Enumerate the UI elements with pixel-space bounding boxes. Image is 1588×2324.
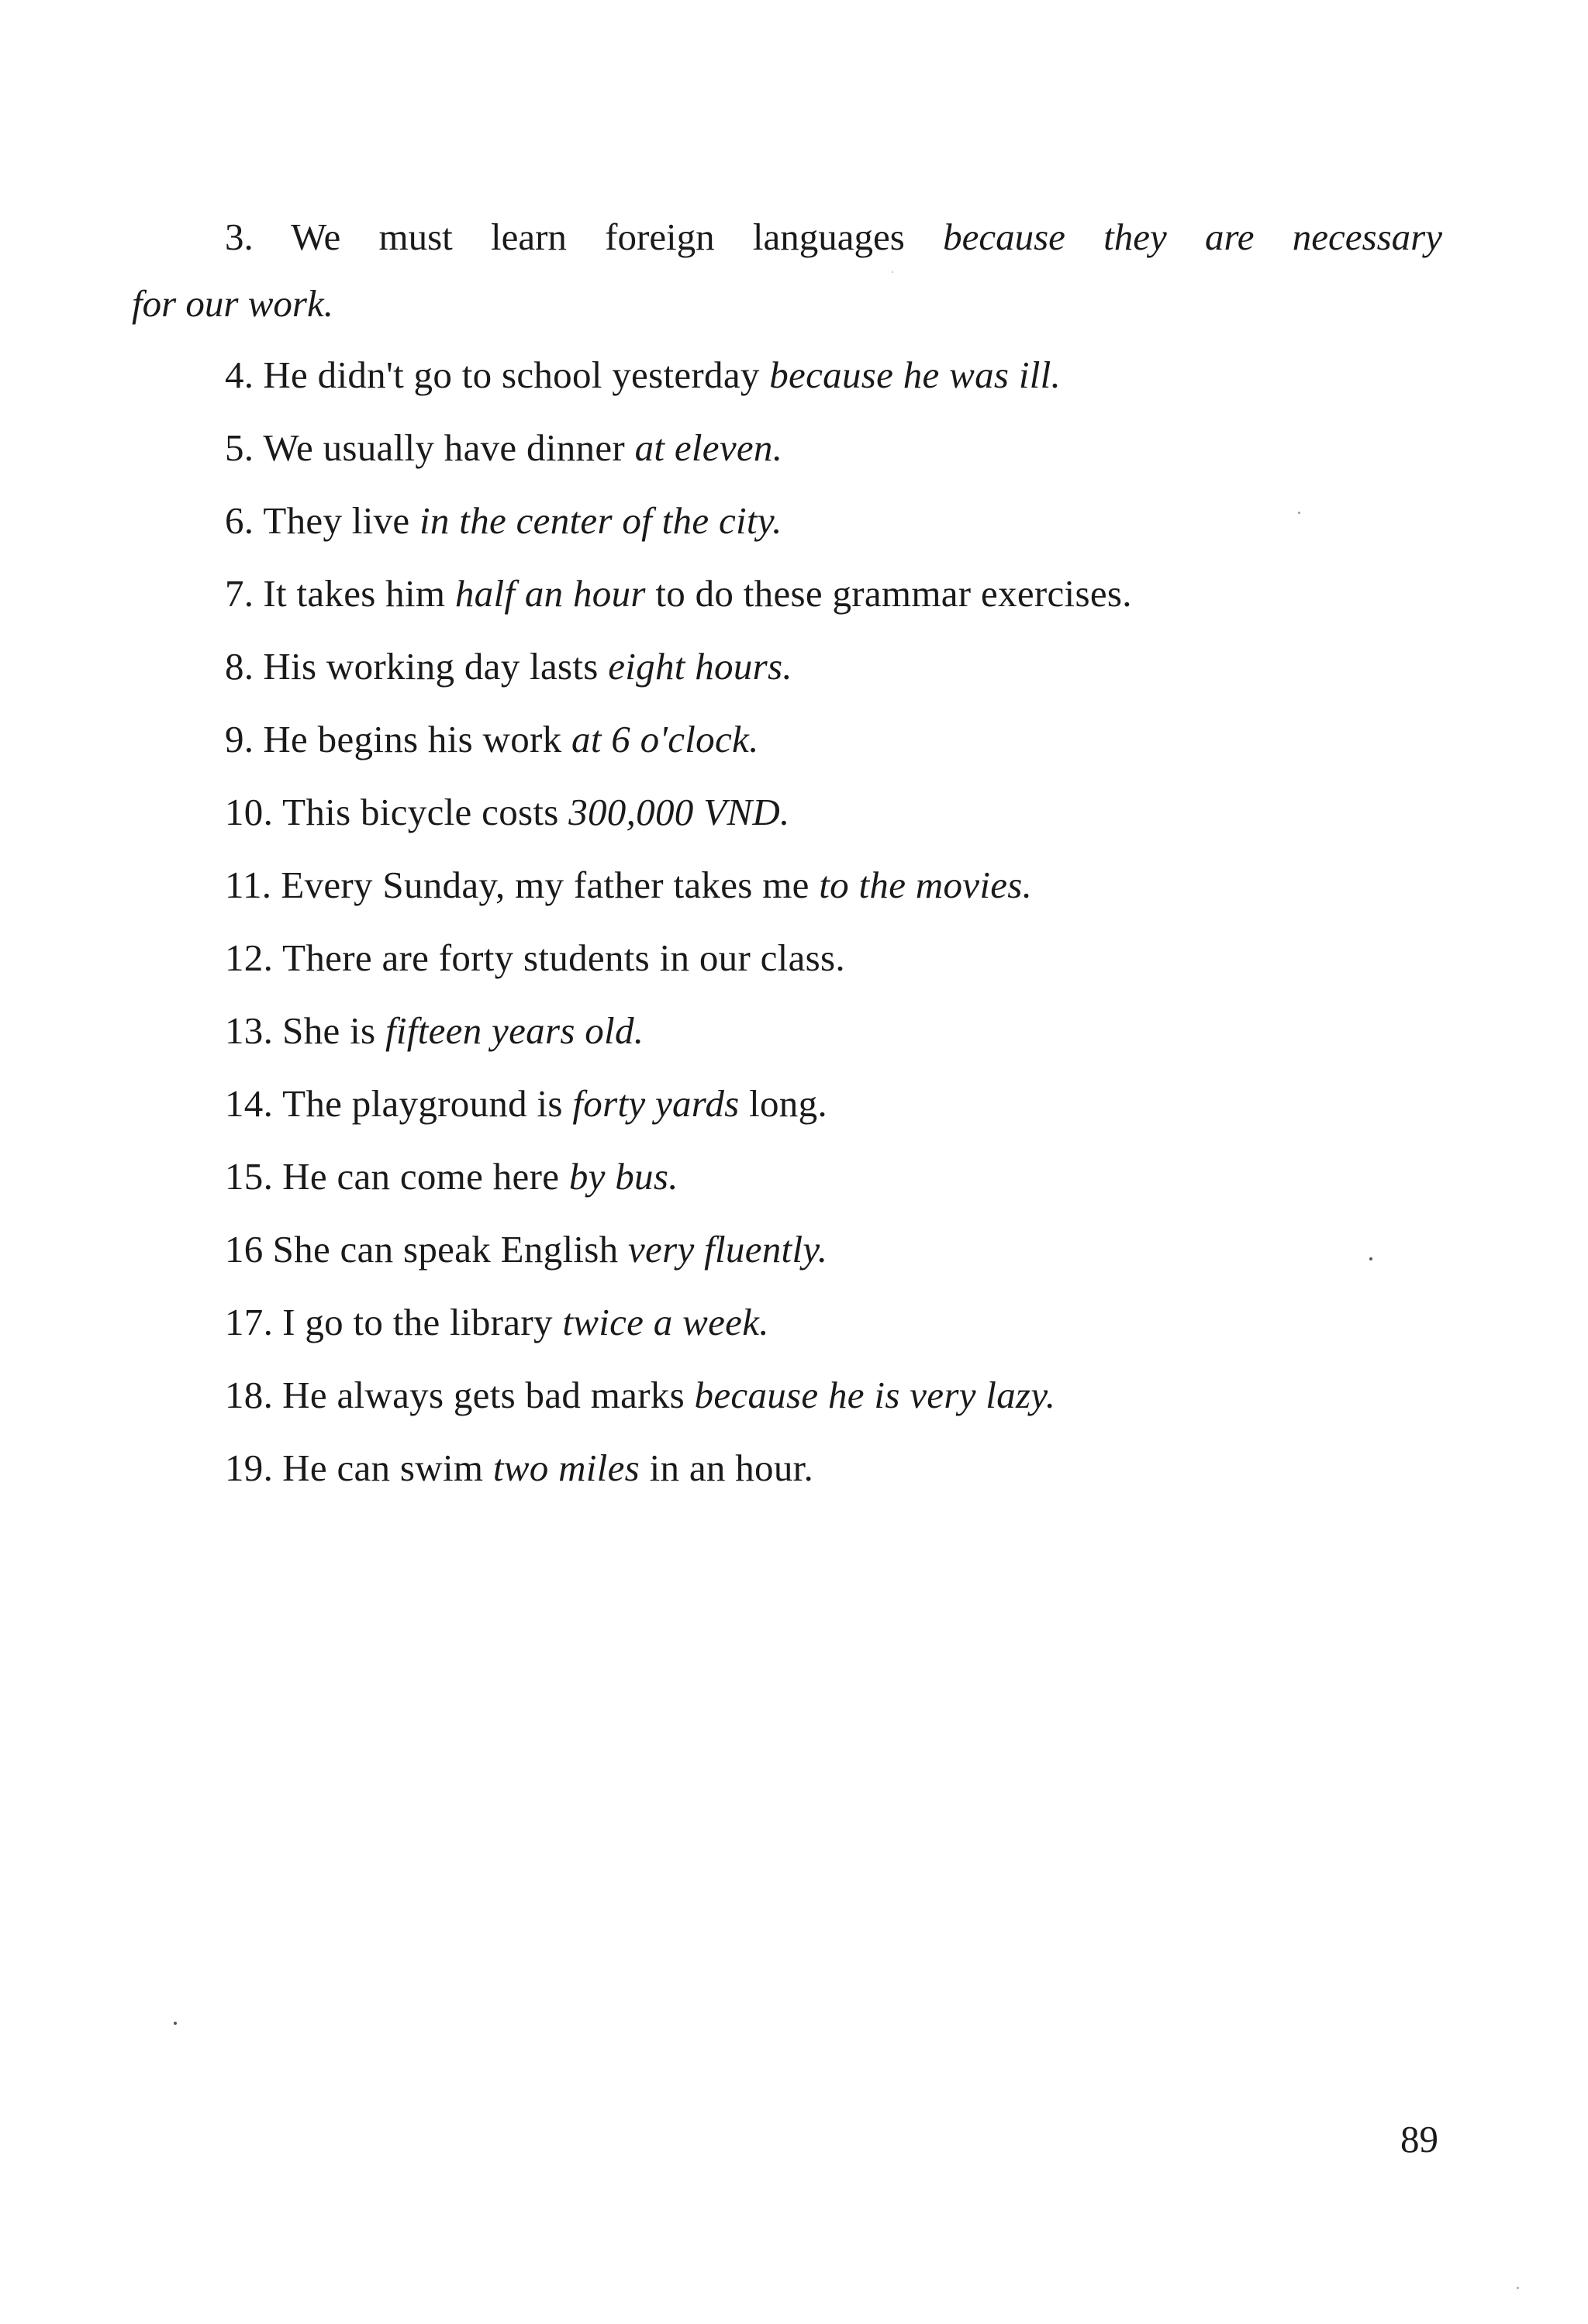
sentence-number: 9. — [225, 718, 254, 760]
sentence-italic-phrase: to the movies. — [819, 864, 1033, 906]
sentence-number: 15. — [225, 1155, 274, 1198]
scan-speck — [1517, 2287, 1519, 2289]
sentence-19 — [225, 1445, 813, 1491]
sentence-text: This bicycle costs — [282, 791, 569, 833]
sentence-text: His working day lasts — [263, 645, 609, 688]
scan-speck — [892, 271, 893, 273]
sentence-17 — [225, 1299, 769, 1346]
sentence-italic-phrase: forty yards — [572, 1082, 740, 1125]
sentence-text: They live — [263, 499, 420, 542]
sentence-italic-phrase: two miles — [492, 1446, 640, 1489]
sentence-9 — [225, 716, 759, 763]
sentence-text-end: to do these grammar exercises. — [645, 572, 1132, 615]
sentence-number: 18. — [225, 1374, 274, 1416]
sentence-italic-phrase: half an hour — [454, 572, 646, 615]
sentence-text: He can come here — [282, 1155, 569, 1198]
sentence-italic-phrase: by bus. — [568, 1155, 678, 1198]
sentence-text: It takes him — [263, 572, 455, 615]
sentence-number: 8. — [225, 645, 254, 688]
sentence-3-line-2: for our work. — [132, 282, 334, 325]
sentence-number: 14. — [225, 1082, 274, 1125]
sentence-text: There are forty students in our class. — [282, 936, 845, 979]
sentence-4 — [225, 352, 1061, 398]
sentence-text: Every Sunday, my father takes me — [281, 864, 820, 906]
sentence-14 — [225, 1081, 827, 1127]
sentence-number: 16 — [225, 1228, 264, 1271]
sentence-italic-phrase: because they are necessary — [943, 216, 1442, 258]
scan-speck — [1369, 1257, 1372, 1260]
sentence-italic-phrase: at eleven. — [634, 426, 783, 469]
sentence-number: 4. — [225, 353, 254, 396]
sentence-italic-phrase: in the center of the city. — [419, 499, 782, 542]
sentence-text: We usually have dinner — [263, 426, 635, 469]
sentence-number: 17. — [225, 1301, 274, 1343]
sentence-text: He can swim — [282, 1446, 493, 1489]
scan-speck — [174, 2022, 177, 2025]
sentence-italic-phrase: because he was ill. — [769, 353, 1062, 396]
sentence-italic-phrase: because he is very lazy. — [694, 1374, 1056, 1416]
sentence-number: 13. — [225, 1009, 274, 1052]
sentence-10 — [225, 789, 790, 836]
sentence-number: 19. — [225, 1446, 274, 1489]
sentence-number: 3. — [225, 216, 254, 258]
sentence-italic-phrase: very fluently. — [628, 1228, 828, 1271]
sentence-7 — [225, 571, 1132, 617]
sentence-8 — [225, 643, 792, 690]
sentence-3-line-1 — [225, 214, 1442, 260]
sentence-text: He begins his work — [263, 718, 572, 760]
sentence-16 — [225, 1226, 827, 1273]
sentence-number: 10. — [225, 791, 274, 833]
sentence-text-end: in an hour. — [640, 1446, 814, 1489]
sentence-text: She is — [282, 1009, 385, 1052]
page-number: 89 — [1400, 2118, 1438, 2160]
sentence-text: He didn't go to school yesterday — [263, 353, 770, 396]
sentence-11 — [225, 862, 1032, 909]
sentence-number: 5. — [225, 426, 254, 469]
sentence-number: 6. — [225, 499, 254, 542]
sentence-text: She can speak English — [272, 1228, 628, 1271]
sentence-italic-phrase: 300,000 VND. — [568, 791, 790, 833]
sentence-text: The playground is — [282, 1082, 573, 1125]
sentence-number: 7. — [225, 572, 254, 615]
sentence-text: I go to the library — [282, 1301, 563, 1343]
sentence-text-end: long. — [739, 1082, 827, 1125]
sentence-italic-phrase: twice a week. — [562, 1301, 769, 1343]
sentence-12 — [225, 935, 845, 981]
sentence-italic-phrase: eight hours. — [608, 645, 792, 688]
sentence-text: He always gets bad marks — [282, 1374, 695, 1416]
sentence-15 — [225, 1153, 678, 1200]
sentence-number: 11. — [225, 864, 272, 906]
sentence-italic-phrase: at 6 o'clock. — [571, 718, 759, 760]
sentence-18 — [225, 1372, 1055, 1419]
sentence-6 — [225, 498, 782, 544]
sentence-5 — [225, 425, 782, 471]
scan-speck — [1298, 512, 1300, 514]
sentence-13 — [225, 1008, 644, 1054]
sentence-text: We must learn foreign languages — [291, 216, 944, 258]
sentence-number: 12. — [225, 936, 274, 979]
sentence-italic-phrase: fifteen years old. — [385, 1009, 644, 1052]
